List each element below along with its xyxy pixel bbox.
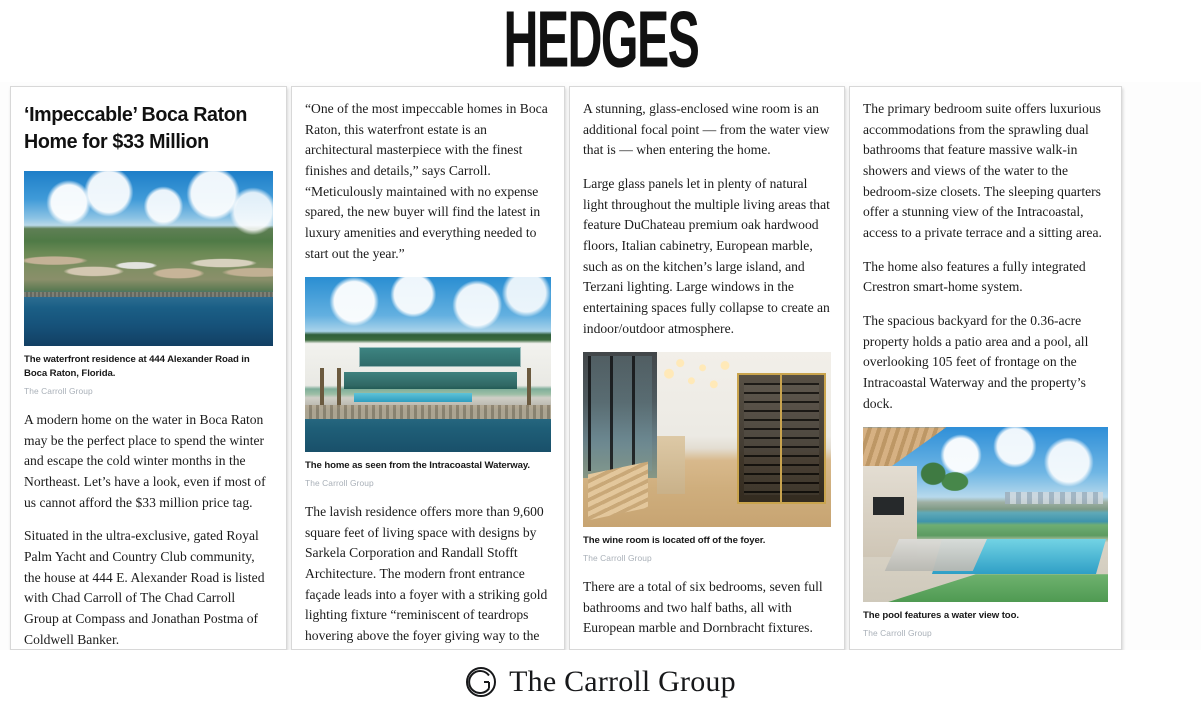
palm-trunk-detail	[337, 368, 341, 407]
article-card-3	[569, 86, 845, 650]
palm-trunk-detail	[320, 368, 324, 407]
figure-aerial	[24, 171, 273, 396]
palm-trunk-detail	[527, 368, 531, 407]
body-paragraph: Situated in the ultra-exclusive, gated Royal Palm Yacht and Country Club community, the house at 444 E. Alexander Road is listed with Chad Carroll of The Chad Carroll Group at Compass and Jonathan Postma of Coldwell Banker.	[24, 528, 265, 647]
body-paragraph: The spacious backyard for the 0.36-acre property holds a patio area and a pool, all overlooking 105 feet of frontage on the Intracoastal Waterway and the property’s dock.	[863, 312, 1089, 411]
body-paragraph: A modern home on the water in Boca Raton may be the perfect place to spend the winter and escape the cold winter months in the Northeast. Let’s have a look, even if most of us cannot afford the $33 million price tag.	[24, 412, 266, 510]
figure-caption: The waterfront residence at 444 Alexander Road in Boca Raton, Florida.	[24, 354, 250, 380]
body-paragraph: Large glass panels let in plenty of natural light throughout the multiple living areas that feature DuChateau premium oak hardwood floors, Italian cabinetry, European marble, such as on the kitchen’s large island, and Terzani lighting. Large windows in the entertaining spaces fully collapse to create an indoor/outdoor atmosphere.	[583, 175, 830, 336]
body-paragraph: The lavish residence offers more than 9,600 square feet of living space with designs by Sarkela Corporation and Randall Stofft Architecture. The modern front entrance façade leads into a foyer with a striking gold lighting fixture “reminiscent of teardrops hovering above the foyer giving way to the	[305, 504, 548, 644]
carroll-group-monogram-icon	[465, 666, 497, 698]
figure-wine-room	[583, 352, 831, 563]
page-title: ‘Impeccable’ Boca Raton Home for $33 Million	[24, 103, 248, 153]
mansion-lower-glass-detail	[344, 372, 516, 390]
figure-caption: The home as seen from the Intracoastal Waterway.	[305, 460, 530, 472]
aerial-seawall-detail	[24, 292, 273, 297]
aerial-waterfront-neighborhood-photo	[24, 171, 273, 346]
figure-credit: The Carroll Group	[863, 628, 932, 639]
body-paragraph: “One of the most impeccable homes in Boca Raton, this waterfront estate is an architectural masterpiece with the finest finishes and details,” says Carroll. “Meticulously maintained with no expense spared, the new buyer will find the latest in luxury amenities and everything needed to start out the year.”	[305, 101, 548, 261]
figure-pool	[863, 427, 1108, 638]
glass-wine-room-detail	[737, 373, 826, 504]
pendant-lights-detail	[662, 356, 731, 416]
article-card-4	[849, 86, 1122, 650]
mansion-pool-detail	[354, 393, 472, 402]
pool-skyline-detail	[1005, 492, 1103, 504]
article-columns	[10, 86, 1191, 650]
figure-caption: The pool features a water view too.	[863, 610, 1019, 622]
mansion-from-intracoastal-photo	[305, 277, 551, 452]
masthead	[0, 0, 1201, 85]
figure-caption: The wine room is located off of the foyer.	[583, 535, 766, 547]
figure-credit: The Carroll Group	[305, 478, 374, 489]
mansion-dock-detail	[305, 405, 551, 419]
aerial-rooftops-detail	[24, 241, 273, 290]
body-paragraph: The primary bedroom suite offers luxurious accommodations from the sprawling dual bathrooms that feature massive walk-in showers and views of the water to the bedroom-size closets. The sleeping quarters offer a stunning view of the Intracoastal, access to a private terrace and a sitting area.	[863, 101, 1102, 240]
wine-room-foyer-interior-photo	[583, 352, 831, 527]
pool-backyard-water-view-photo	[863, 427, 1108, 602]
body-paragraph: There are a total of six bedrooms, seven full bathrooms and two half baths, all with European marble and Dornbracht fixtures.	[583, 579, 823, 636]
interior-mullions-detail	[588, 356, 652, 472]
article-card-1	[10, 86, 287, 650]
figure-credit: The Carroll Group	[583, 553, 652, 564]
footer	[0, 650, 1201, 713]
mansion-upper-glass-detail	[359, 347, 521, 366]
lawn-detail	[863, 574, 1108, 602]
hedges-logo[interactable]: HEDGES	[503, 0, 698, 85]
figure-mansion	[305, 277, 551, 488]
pool-loungers-detail	[885, 539, 987, 571]
article-card-2	[291, 86, 565, 650]
pool-palms-detail	[917, 459, 971, 508]
figure-credit: The Carroll Group	[24, 386, 93, 397]
interior-door-detail	[657, 436, 684, 494]
footer-brand-name: The Carroll Group	[509, 664, 736, 698]
body-paragraph: A stunning, glass-enclosed wine room is an additional focal point — from the water view that is — when entering the home.	[583, 101, 830, 158]
body-paragraph: The home also features a fully integrated Crestron smart-home system.	[863, 258, 1086, 295]
